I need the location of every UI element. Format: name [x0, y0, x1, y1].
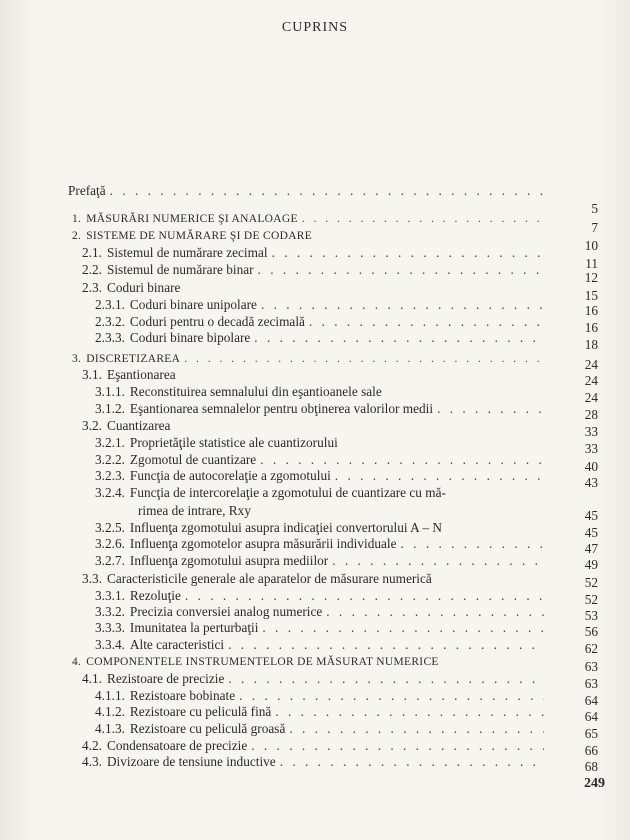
toc-entry-number: 4.1.2.: [95, 704, 125, 719]
toc-entry-title: Coduri binare unipolare: [129, 297, 257, 312]
toc-page-number: 43: [584, 475, 598, 490]
toc-entry-number: 3.2.7.: [95, 553, 125, 568]
toc-page-number: 62: [584, 641, 598, 656]
toc-entry: [72, 211, 548, 227]
toc-entry-title: Funcţia de autocorelaţie a zgomotului: [129, 468, 331, 483]
toc-entry: [82, 367, 548, 383]
leader-dots: [110, 183, 544, 199]
toc-page-number: 56: [584, 624, 598, 639]
toc-entry-title: Sistemul de numărare zecimal: [106, 245, 268, 260]
toc-entry: [82, 754, 548, 770]
toc-entry-number: 3.2.5.: [95, 520, 125, 535]
toc-entry: [95, 604, 548, 620]
toc-entry-number: 3.3.: [82, 571, 102, 586]
toc-page-number: 53: [584, 608, 598, 623]
toc-entry-number: 4.1.3.: [95, 721, 125, 736]
toc-page-number: 10: [584, 238, 598, 253]
toc-page-number: 64: [584, 693, 598, 708]
toc-entry-title: Imunitatea la perturbaţii: [129, 620, 259, 635]
toc-entry-title: Rezistoare bobinate: [129, 688, 236, 703]
toc-page-number: 40: [584, 459, 598, 474]
toc-entry: [95, 468, 548, 484]
leader-dots: [258, 262, 544, 278]
toc-entry: [82, 571, 552, 587]
toc-entry-title: Cuantizarea: [106, 418, 171, 433]
toc-entry-number: 3.2.3.: [95, 468, 125, 483]
toc-entry-title: Eşantionarea semnalelor pentru obţinerea valorilor medii: [129, 401, 434, 416]
toc-entry-number: 2.3.3.: [95, 330, 125, 345]
toc-entry: [82, 280, 548, 296]
toc-entry-title: MĂSURĂRI NUMERICE ŞI ANALOAGE: [86, 213, 298, 225]
page-number: 249: [584, 776, 605, 791]
toc-entry-title: Influenţa zgomotului asupra mediilor: [129, 553, 329, 568]
toc-entry-number: 3.1.2.: [95, 401, 125, 416]
toc-entry-title: Rezistoare de precizie: [106, 671, 225, 686]
toc-entry: [95, 620, 548, 636]
toc-page-number: 52: [584, 592, 598, 607]
toc-entry-number: 3.1.1.: [95, 384, 125, 399]
leader-dots: [262, 620, 544, 636]
toc-page-number: 47: [584, 541, 598, 556]
toc-entry-number: 2.: [72, 230, 82, 242]
toc-page-number: 16: [584, 320, 598, 335]
toc-page-number: 18: [584, 337, 598, 352]
toc-entry-title: rimea de intrare, Rxy: [138, 503, 251, 518]
toc-entry-number: 3.2.1.: [95, 435, 125, 450]
toc-page-number: 11: [585, 256, 598, 271]
leader-dots: [401, 536, 544, 552]
toc-entry-number: 2.1.: [82, 245, 102, 260]
toc-page-number: 7: [591, 220, 598, 235]
toc-page-number: 24: [584, 390, 598, 405]
toc-entry: [95, 588, 548, 604]
toc-page-number: 63: [584, 659, 598, 674]
toc-entry-title: Precizia conversiei analog numerice: [129, 604, 323, 619]
toc-entry: [95, 536, 548, 552]
leader-dots: [275, 704, 544, 720]
toc-entry-number: 4.1.1.: [95, 688, 125, 703]
toc-entry: [95, 314, 548, 330]
leader-dots: [289, 721, 544, 737]
toc-entry: [95, 553, 548, 569]
toc-page-number: 16: [584, 303, 598, 318]
toc-entry-title: DISCRETIZAREA: [86, 353, 181, 365]
toc-entry: [138, 503, 548, 519]
leader-dots: [228, 637, 544, 653]
toc-entry-number: 3.2.2.: [95, 452, 125, 467]
toc-entry-number: 2.2.: [82, 262, 102, 277]
toc-entry-number: 3.2.4.: [95, 485, 125, 500]
toc-entry-number: 1.: [72, 213, 82, 225]
toc-page-number: 28: [584, 407, 598, 422]
toc-entry: [95, 297, 548, 313]
toc-page-number: 63: [584, 676, 598, 691]
leader-dots: [309, 314, 544, 330]
toc-entry: [95, 688, 548, 704]
toc-page-number: 5: [591, 201, 598, 216]
leader-dots: [302, 211, 544, 227]
leader-dots: [335, 468, 544, 484]
toc-entry-title: Funcţia de intercorelaţie a zgomotului de cuantizare cu mă-: [129, 485, 446, 500]
toc-page-number: 66: [584, 743, 598, 758]
toc-entry-number: 3.3.1.: [95, 588, 125, 603]
leader-dots: [260, 452, 544, 468]
page-title: CUPRINS: [281, 20, 349, 35]
toc-entry-title: Influenţa zgomotului asupra indicaţiei convertorului A – N: [129, 520, 442, 535]
toc-entry: [68, 183, 548, 199]
leader-dots: [239, 688, 544, 704]
toc-entry-number: 3.3.2.: [95, 604, 125, 619]
toc-entry: [95, 485, 585, 501]
leader-dots: [251, 738, 544, 754]
toc-entry: [72, 654, 548, 670]
leader-dots: [261, 297, 544, 313]
toc-entry-title: Rezistoare cu peliculă fină: [129, 704, 272, 719]
leader-dots: [332, 553, 544, 569]
toc-page-number: 33: [584, 424, 598, 439]
toc-entry-number: 2.3.1.: [95, 297, 125, 312]
toc-entry-title: Alte caracteristici: [129, 637, 225, 652]
toc-page-number: 52: [584, 575, 598, 590]
toc-entry: [95, 384, 548, 400]
toc-entry: [95, 452, 548, 468]
toc-page-number: 15: [584, 288, 598, 303]
toc-entry-title: Caracteristicile generale ale aparatelor de măsurare numerică: [106, 571, 432, 586]
toc-entry-number: 3.2.6.: [95, 536, 125, 551]
toc-entry: [82, 262, 548, 278]
toc-entry-title: Zgomotul de cuantizare: [129, 452, 257, 467]
toc-entry-title: COMPONENTELE INSTRUMENTELOR DE MĂSURAT NUMERICE: [86, 656, 439, 668]
leader-dots: [185, 588, 544, 604]
toc-entry-title: Proprietăţile statistice ale cuantizorului: [129, 435, 338, 450]
toc-entry-number: 2.3.: [82, 280, 102, 295]
leader-dots: [326, 604, 544, 620]
toc-entry-title: Divizoare de tensiune inductive: [106, 754, 276, 769]
toc-entry-title: Rezistoare cu peliculă groasă: [129, 721, 286, 736]
toc-entry-number: 3.1.: [82, 367, 102, 382]
toc-entry: [95, 721, 548, 737]
toc-entry: [95, 330, 548, 346]
toc-entry-number: 2.3.2.: [95, 314, 125, 329]
toc-page-number: 24: [584, 373, 598, 388]
toc-page-number: 45: [584, 525, 598, 540]
toc-entry-number: 4.: [72, 656, 82, 668]
leader-dots: [437, 401, 544, 417]
toc-entry-title: Rezoluţie: [129, 588, 181, 603]
toc-entry: [95, 435, 548, 451]
toc-entry: [82, 671, 548, 687]
toc-page-number: 33: [584, 441, 598, 456]
leader-dots: [272, 245, 544, 261]
toc-page-number: 24: [584, 357, 598, 372]
toc-entry-title: Prefaţă: [68, 183, 106, 198]
toc-entry-number: 3.: [72, 353, 82, 365]
toc-entry: [72, 228, 548, 244]
toc-entry-number: 3.3.3.: [95, 620, 125, 635]
leader-dots: [228, 671, 544, 687]
toc-entry-title: Sistemul de numărare binar: [106, 262, 254, 277]
toc-entry-title: Coduri pentru o decadă zecimală: [129, 314, 305, 329]
toc-entry-title: SISTEME DE NUMĂRARE ŞI DE CODARE: [86, 230, 313, 242]
leader-dots: [254, 330, 544, 346]
toc-entry: [72, 351, 548, 367]
toc-entry: [95, 401, 548, 417]
toc-entry-title: Influenţa zgomotelor asupra măsurării individuale: [129, 536, 397, 551]
toc-entry-number: 3.3.4.: [95, 637, 125, 652]
toc-entry: [82, 245, 548, 261]
toc-page-number: 65: [584, 726, 598, 741]
toc-entry: [95, 520, 548, 536]
toc-entry-title: Eşantionarea: [106, 367, 176, 382]
toc-entry-title: Reconstituirea semnalului din eşantioanele sale: [129, 384, 382, 399]
toc-entry: [95, 637, 548, 653]
toc-page-number: 68: [584, 759, 598, 774]
toc-page-number: 49: [584, 557, 598, 572]
toc-page-number: 64: [584, 709, 598, 724]
toc-page-number: 45: [584, 508, 598, 523]
toc-entry: [95, 704, 548, 720]
leader-dots: [280, 754, 544, 770]
toc-entry: [82, 418, 548, 434]
toc-entry-title: Coduri binare bipolare: [129, 330, 251, 345]
toc-entry-title: Coduri binare: [106, 280, 181, 295]
toc-entry-number: 4.1.: [82, 671, 102, 686]
toc-entry: [82, 738, 548, 754]
toc-page-number: 12: [584, 270, 598, 285]
toc-entry-number: 4.3.: [82, 754, 102, 769]
toc-entry-number: 4.2.: [82, 738, 102, 753]
toc-entry-title: Condensatoare de precizie: [106, 738, 248, 753]
leader-dots: [184, 351, 544, 367]
toc-entry-number: 3.2.: [82, 418, 102, 433]
